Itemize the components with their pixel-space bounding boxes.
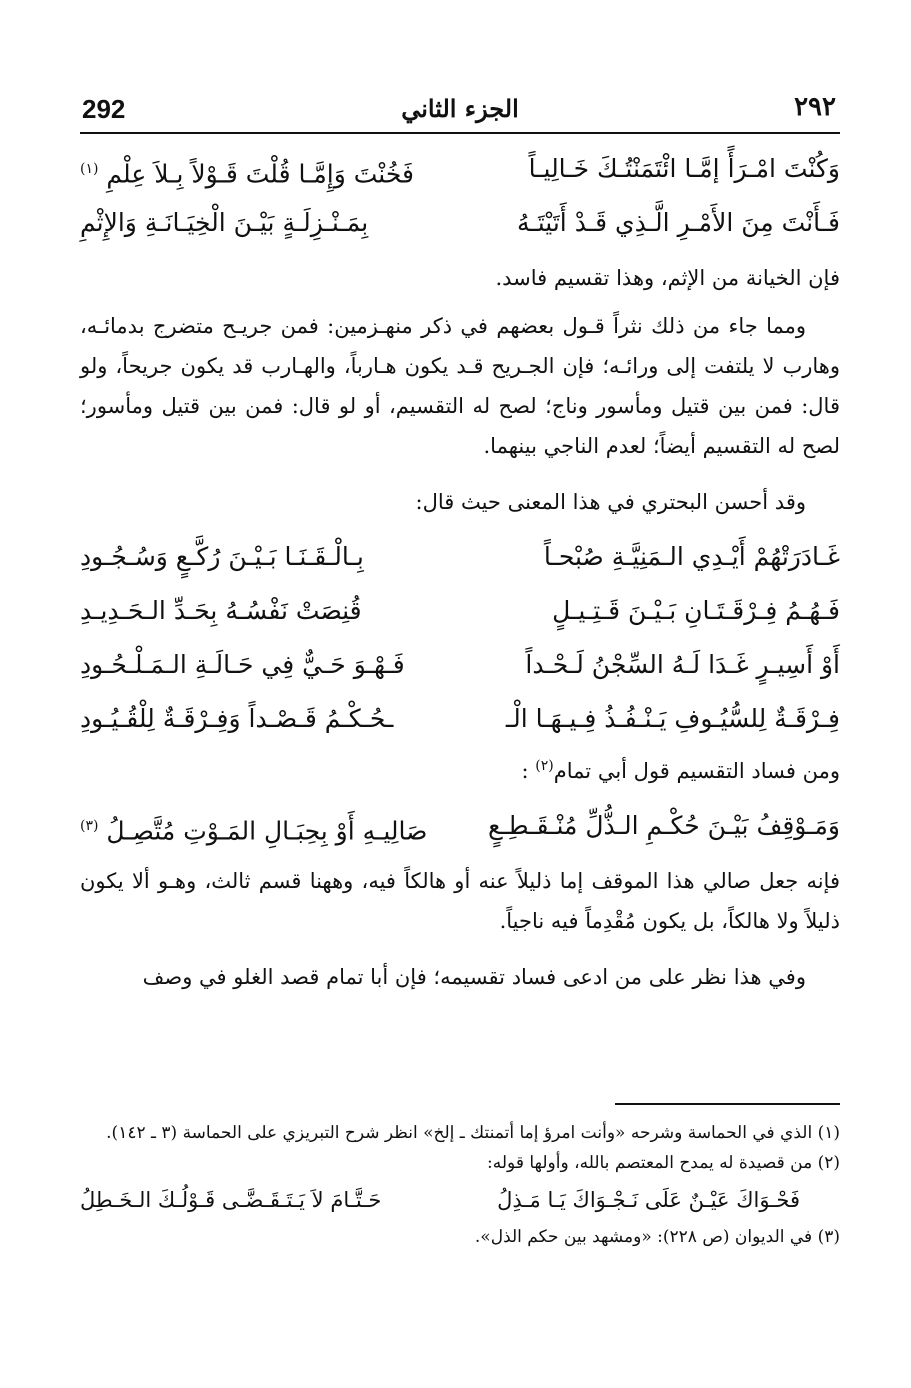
- body-paragraph: ومن فساد التقسيم قول أبي تمام$^{(٢)}$ :: [521, 758, 840, 783]
- verse-second-hemistich: صَالِيـهِ أَوْ بِحِبَـالِ المَـوْتِ مُتَّصِـلُ $^{(٣)}$: [80, 816, 428, 846]
- body-paragraph: فإن الخيانة من الإثم، وهذا تقسيم فاسد.: [495, 266, 840, 290]
- footnote-3: (٣) في الديوان (ص ٢٢٨): «ومشهد بين حكم الذل».: [474, 1227, 840, 1247]
- verse-line: [80, 692, 840, 746]
- verse-first-hemistich: وَمَـوْقِفُ بَيْـنَ حُكْـمِ الـذُّلِّ مُنْـقَـطِـعٍ: [488, 811, 840, 840]
- verse-second-hemistich: حَـتَّـامَ لاَ يَـتَـقَـضَّـى قَـوْلُـكَ الـخَـطِلُ: [80, 1188, 382, 1212]
- page-header: [80, 88, 840, 134]
- body-paragraph: فإنه جعل صالي هذا الموقف إما ذليلاً عنه أو هالكاً فيه، وههنا قسم ثالث، وهـو ألا يكون ذليلاً ولا هالكاً، بل يكون مُقْدِماً فيه ناجياً.: [80, 869, 840, 933]
- footnote-1: (١) الذي في الحماسة وشرحه «وأنت امرؤ إما أتمنتك ـ إلخ» انظر شرح التبريزي على الحماسة (٣ ـ ١٤٢).: [106, 1123, 840, 1143]
- footnotes: [80, 1118, 840, 1252]
- verse-line: [80, 584, 840, 638]
- body-paragraph: ومما جاء من ذلك نثراً قـول بعضهم في ذكر منهـزمين: فمن جريـح متضرج بدمائـه، وهارب لا يلتفت إلى ورائـه؛ فإن الجـريح قـد يكون هـارباً، والهـارب قد يكون جريحاً، ولو قال: فمن بين قتيل ومأسور وناج؛ لصح له التقسيم، أو لو قال: فمن بين قتيل ومأسور؛ لصح له التقسيم أيضاً؛ لعدم الناجي بينهما.: [80, 314, 840, 458]
- verse-line: [80, 196, 840, 250]
- verse-first-hemistich: فَـأَنْتَ مِنَ الأَمْـرِ الَّـذِي قَـدْ أَتَيْتَـهُ: [517, 208, 840, 237]
- verse-line: [80, 530, 840, 584]
- verse-first-hemistich: غَـادَرَتْهُمْ أَيْـدِي الـمَنِيَّـةِ صُبْحـاً: [543, 542, 840, 571]
- verse-first-hemistich: فَـهُـمُ فِـرْقَـتَـانِ بَـيْـنَ قَـتِـيـلٍ: [552, 596, 840, 625]
- footnote-2: (٢) من قصيدة له يمدح المعتصم بالله، وأولها قوله:: [487, 1153, 840, 1173]
- verse-second-hemistich: بِـالْـقَـنَـا بَـيْـنَ رُكَّـعٍ وَسُـجُـودِ: [80, 542, 364, 571]
- verse-first-hemistich: فِـرْقَـةٌ لِلسُّيُـوفِ يَـنْـفُـذُ فِـيـهَـا الْـ: [505, 704, 840, 733]
- footnote-marker: (١): [80, 161, 99, 177]
- verse-second-hemistich: ـحُـكْـمُ قَـصْـداً وَفِـرْقَـةٌ لِلْقُـيُـودِ: [80, 704, 394, 733]
- footnote-verse: [80, 1178, 840, 1222]
- page-number-latin: 292: [82, 94, 126, 124]
- verse-first-hemistich: أَوْ أَسِيـرٍ غَـدَا لَـهُ السِّجْنُ لَـحْـداً: [525, 650, 840, 679]
- verse-second-hemistich: قُنِصَتْ نَفْسُـهُ بِحَـدِّ الـحَـدِيـدِ: [80, 596, 362, 625]
- footnotes-divider: [615, 1103, 840, 1105]
- body-paragraph: وقد أحسن البحتري في هذا المعنى حيث قال:: [415, 490, 806, 514]
- verse-line: [80, 638, 840, 692]
- verse-line: [80, 142, 840, 196]
- verse-line: [80, 799, 840, 853]
- verse-first-hemistich: فَحْـوَاكَ عَيْـنٌ عَلَى نَـجْـوَاكَ يَـا مَـذِلُ: [497, 1188, 800, 1212]
- verse-second-hemistich: فَخُنْتَ وَإِمَّـا قُلْتَ قَـوْلاً بِـلاَ عِلْمِ $^{(١)}$: [80, 159, 414, 189]
- book-page: [80, 88, 840, 1338]
- verse-second-hemistich: فَـهْـوَ حَـيٌّ فِي حَـالَـةِ الـمَـلْـحُـودِ: [80, 650, 405, 679]
- body-paragraph: وفي هذا نظر على من ادعى فساد تقسيمه؛ فإن أبا تمام قصد الغلو في وصف: [142, 965, 806, 989]
- verse-second-hemistich: بِمَـنْـزِلَـةٍ بَيْـنَ الْخِيَـانَـةِ وَالإِثْمِ: [80, 208, 369, 237]
- footnote-marker: (٢): [535, 758, 554, 774]
- verse-first-hemistich: وَكُنْتَ امْـرَأً إمَّـا ائْتَمَنْتُـكَ خَـالِيـاً: [528, 154, 840, 183]
- footnote-marker: (٣): [80, 818, 99, 834]
- running-title: الجزء الثاني: [401, 94, 519, 123]
- page-number-arabic: ٢٩٢: [794, 92, 836, 122]
